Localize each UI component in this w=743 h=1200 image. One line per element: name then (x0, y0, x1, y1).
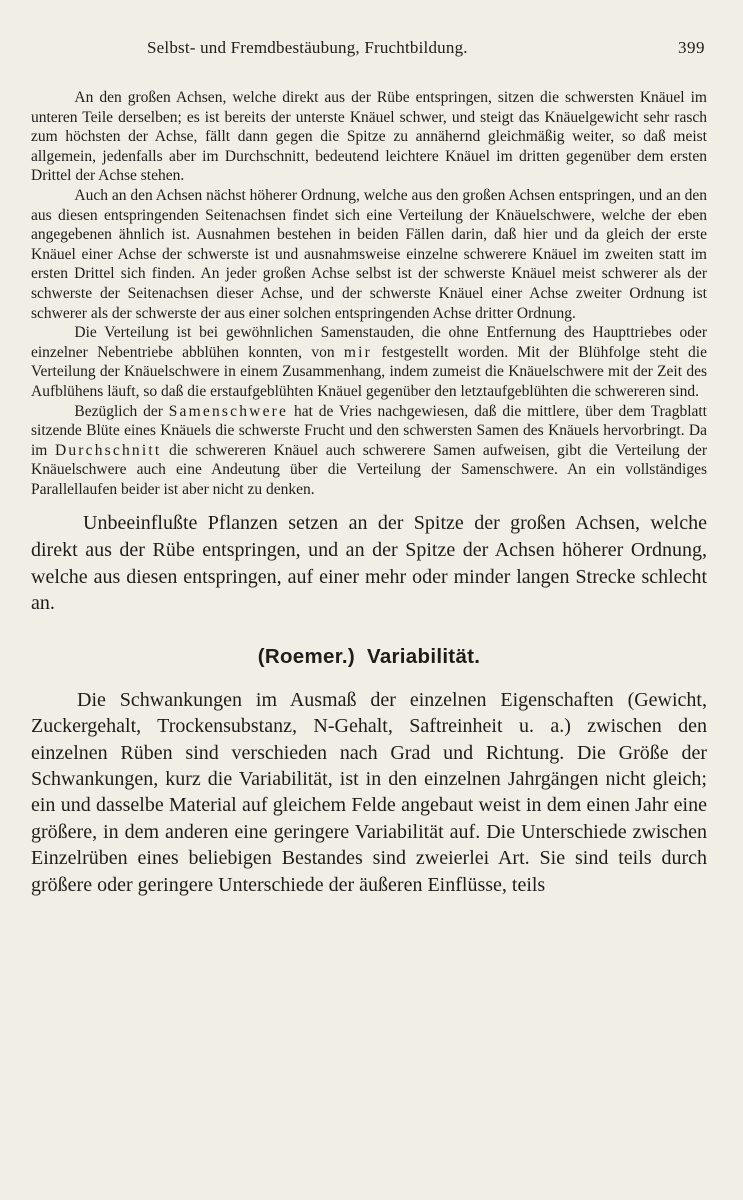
emphasis-durchschnitt: Durchschnitt (54, 441, 162, 459)
summary-section (31, 510, 707, 616)
small-print-section (31, 88, 707, 499)
paragraph-2: Auch an den Achsen nächst höherer Ordnung, welche aus den großen Achsen entspringen, und an den aus diesen entspringenden Seitenachsen findet sich eine Verteilung der Knäuelschwere, welche der eben angegebenen ähnlich ist. Ausnahmen bestehen in beiden Fällen darin, daß hier und da gleich der erste Knäuel einer Achse der schwerste ist und ausnahmsweise einzelne schwerere Knäuel im zweiten statt im ersten Drittel sich finden. An jeder großen Achse selbst ist der schwerste Knäuel meist schwerer als der schwerste der Seitenachsen dieser Achse, und der schwerste Knäuel einer Achse zweiter Ordnung ist schwerer als der schwerste der aus einer solchen entspringenden Achse dritter Ordnung. (31, 186, 707, 322)
emphasis-mir: mir (343, 343, 373, 361)
section-heading (31, 645, 707, 669)
page-number: 399 (678, 38, 705, 57)
variability-section (31, 687, 707, 898)
paragraph-3 (31, 323, 707, 401)
running-head-title: Selbst- und Fremdbestäubung, Fruchtbildung. (147, 38, 468, 57)
paragraph-3-part-2: festgestellt worden. Mit der Blühfolge steht die Verteilung der Knäuelschwere in einem Zusammenhang, indem zumeist die Knäuelschwere mit der Zeit des Aufblühens läuft, so daß die erstaufgeblühten Knäuel gegenüber den letztaufgeblühten die schwereren sind. (31, 343, 707, 400)
paragraph-4-part-3: die schwereren Knäuel auch schwerere Samen aufweisen, gibt die Verteilung der Knäuelschwere auch eine Andeutung über die Verteilung der Samenschwere. An ein vollständiges Parallellaufen beider ist aber nicht zu denken. (31, 441, 707, 498)
emphasis-samenschwere: Samenschwere (168, 402, 289, 420)
section-title: Variabilität. (366, 644, 481, 668)
paragraph-4-part-1: Bezüglich der (74, 402, 169, 420)
running-head (31, 38, 707, 60)
section-author: (Roemer.) (257, 644, 355, 668)
variability-paragraph: Die Schwankungen im Ausmaß der einzelnen Eigenschaften (Gewicht, Zuckergehalt, Trockensubstanz, N-Gehalt, Saftreinheit u. a.) zwischen den einzelnen Rüben sind verschieden nach Grad und Richtung. Die Größe der Schwankungen, kurz die Variabilität, ist in den einzelnen Jahrgängen nicht gleich; ein und dasselbe Material auf gleichem Felde angebaut weist in dem einen Jahr eine größere, in dem anderen eine geringere Variabilität auf. Die Unterschiede zwischen Einzelrüben eines beliebigen Bestandes sind zweierlei Art. Sie sind teils durch größere oder geringere Unterschiede der äußeren Einflüsse, teils (31, 688, 707, 896)
summary-paragraph: Unbeeinflußte Pflanzen setzen an der Spitze der großen Achsen, welche direkt aus der Rübe entspringen, und an der Spitze der Achsen höherer Ordnung, welche aus diesen entspringen, auf einer mehr oder minder langen Strecke schlecht an. (31, 512, 707, 615)
paragraph-4-part-2: hat de Vries nachgewiesen, daß die mittlere, über dem Tragblatt sitzende Blüte eines Knäuels die schwerste Frucht und den schwersten Samen des Knäuels hervorbringt. Da im (31, 402, 707, 459)
paragraph-3-part-1: Die Verteilung ist bei gewöhnlichen Samenstauden, die ohne Entfernung des Haupttriebes oder einzelner Nebentriebe abblühen konnten, von (31, 324, 707, 361)
paragraph-1: An den großen Achsen, welche direkt aus der Rübe entspringen, sitzen die schwersten Knäuel im unteren Teile derselben; es ist bereits der unterste Knäuel schwer, und steigt das Knäuelgewicht sehr rasch zum höchsten der Achse, fällt dann gegen die Spitze zu annähernd gleichmäßig weiter, so daß meist allgemein, jedenfalls aber im Durchschnitt, bedeutend leichtere Knäuel im dritten gegenüber dem ersten Drittel der Achse stehen. (31, 89, 707, 185)
paragraph-4 (31, 402, 707, 500)
